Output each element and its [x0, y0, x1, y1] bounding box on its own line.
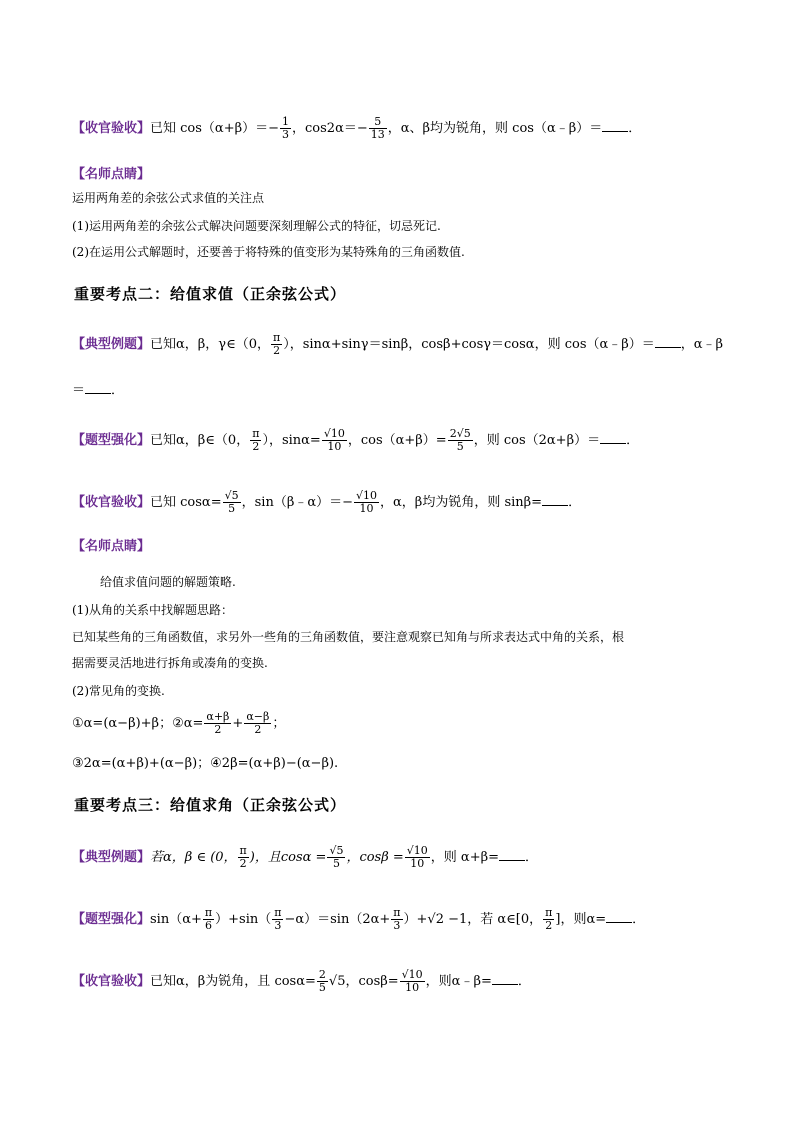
fraction: $\frac{\pi}{6}$: [204, 906, 213, 932]
fraction: $\frac{\alpha+\beta}{2}$: [206, 710, 230, 736]
tag-label: 【收官验收】: [72, 974, 151, 989]
question-text: ＝: [72, 383, 86, 398]
answer-blank: [602, 119, 628, 132]
question-3: [72, 428, 734, 453]
question-text: 已知α，β为锐角，且 cosα=: [150, 974, 316, 989]
note-line: (1)从角的关系中找解题思路：: [72, 603, 233, 617]
fraction: $\frac{\pi}{2}$: [545, 906, 553, 932]
note-1-heading: [72, 165, 734, 185]
punct: ．: [525, 850, 539, 865]
section-title: 重要考点三：给值求角（正余弦公式）: [74, 796, 347, 814]
question-text: ），sinα=: [262, 433, 321, 448]
answer-blank: [542, 493, 568, 506]
formula-text: ；: [272, 716, 286, 731]
question-text: √5，cosβ=: [328, 974, 399, 989]
fraction: $\frac{\pi}{3}$: [274, 906, 282, 932]
punct: ．: [628, 121, 642, 136]
tag-label: 【名师点睛】: [72, 539, 151, 554]
fraction: $\frac{2}{5}$: [318, 968, 326, 994]
question-text: sin（α+: [150, 912, 202, 927]
question-text: −α）＝sin（2α+: [284, 912, 391, 927]
answer-blank: [655, 335, 681, 348]
tag-label: 【题型强化】: [72, 433, 151, 448]
question-text: ]，则α=: [555, 912, 607, 927]
formula-text: ①α=(α−β)+β；②α=: [72, 716, 204, 731]
question-text: ，则 cos（2α+β）＝: [473, 433, 601, 448]
fraction: $\frac{5}{13}$: [370, 115, 385, 141]
question-text: 已知 cosα=: [150, 495, 222, 510]
question-text: ，则 α+β=: [430, 850, 500, 865]
note-line: 给值求值问题的解题策略.: [100, 575, 236, 589]
question-text: ）+sin（: [215, 912, 272, 927]
question-text: ，则α﹣β=: [425, 974, 492, 989]
question-text: ，α、β均为锐角，则 cos（α﹣β）＝: [387, 121, 603, 136]
question-4: [72, 490, 734, 515]
answer-blank: [499, 848, 525, 861]
fraction: $\frac{√10}{10}$: [401, 968, 423, 994]
question-text: ，α﹣β: [680, 337, 724, 352]
question-text: ），sinα+sinγ＝sinβ，cosβ+cosγ＝cosα，则 cos（α﹣β）＝: [283, 337, 655, 352]
fraction: $\frac{√5}{5}$: [224, 489, 239, 515]
fraction: $\frac{√10}{10}$: [323, 427, 345, 453]
tag-label: 【收官验收】: [72, 121, 151, 136]
answer-blank: [600, 431, 626, 444]
punct: ．: [111, 383, 125, 398]
tag-label: 【收官验收】: [72, 495, 151, 510]
answer-blank: [492, 972, 518, 985]
note-formula-line: ③2α=(α+β)+(α−β)；④2β=(α+β)−(α−β).: [72, 756, 339, 771]
fraction: $\frac{\pi}{2}$: [239, 844, 247, 870]
fraction: $\frac{√10}{10}$: [356, 489, 378, 515]
note-line: 据需要灵活地进行拆角或凑角的变换.: [72, 656, 268, 670]
question-2-cont: [72, 381, 734, 401]
question-text: 已知 cos（α+β）＝−: [150, 121, 280, 136]
note-line: (2)常见角的变换.: [72, 684, 165, 698]
question-text: ）+√2 −1，若 α∈[0，: [403, 912, 543, 927]
fraction: $\frac{√10}{10}$: [406, 844, 428, 870]
question-2: [72, 332, 734, 357]
question-text: ，cos2α＝−: [292, 121, 368, 136]
punct: ．: [568, 495, 582, 510]
question-text: ，cos（α+β）=: [347, 433, 447, 448]
fraction: $\frac{\pi}{2}$: [272, 331, 281, 357]
tag-label: 【名师点睛】: [72, 167, 151, 182]
note-line: (1)运用两角差的余弦公式解决问题要深刻理解公式的特征，切忌死记.: [72, 219, 441, 233]
tag-label: 【典型例题】: [72, 337, 151, 352]
note-2-heading: [72, 537, 734, 557]
note-line: 已知某些角的三角函数值，求另外一些角的三角函数值，要注意观察已知角与所求表达式中角的关系，根: [72, 630, 625, 644]
fraction: $\frac{\pi}{2}$: [252, 427, 260, 453]
question-text: 已知α，β，γ∈（0，: [150, 337, 270, 352]
section-title: 重要考点二：给值求值（正余弦公式）: [74, 285, 347, 303]
fraction: $\frac{\pi}{3}$: [393, 906, 401, 932]
fraction: $\frac{2√5}{5}$: [449, 427, 471, 453]
punct: ．: [626, 433, 640, 448]
question-7: [72, 969, 734, 994]
formula-text: +: [232, 716, 244, 731]
punct: ．: [517, 974, 531, 989]
note-line: (2)在运用公式解题时，还要善于将特殊的值变形为某特殊角的三角函数值.: [72, 245, 465, 259]
fraction: $\frac{\alpha-\beta}{2}$: [246, 710, 270, 736]
punct: ．: [632, 912, 646, 927]
tag-label: 【典型例题】: [72, 850, 151, 865]
answer-blank: [606, 910, 632, 923]
question-text: )，且cosα =: [249, 850, 327, 865]
answer-blank: [85, 381, 111, 394]
question-text: ，cosβ =: [346, 850, 404, 865]
note-formula-line: [72, 711, 285, 736]
fraction: $\frac{1}{3}$: [282, 115, 290, 141]
question-text: 若α，β ∈ (0，: [150, 850, 237, 865]
fraction: $\frac{√5}{5}$: [329, 844, 344, 870]
question-text: ，α，β均为锐角，则 sinβ=: [380, 495, 543, 510]
note-line: 运用两角差的余弦公式求值的关注点: [72, 191, 265, 205]
question-text: ，sin（β﹣α）＝−: [241, 495, 354, 510]
question-6: [72, 907, 734, 932]
question-text: 已知α，β∈（0，: [150, 433, 250, 448]
question-1: [72, 116, 734, 141]
tag-label: 【题型强化】: [72, 912, 151, 927]
question-5: [72, 845, 734, 870]
